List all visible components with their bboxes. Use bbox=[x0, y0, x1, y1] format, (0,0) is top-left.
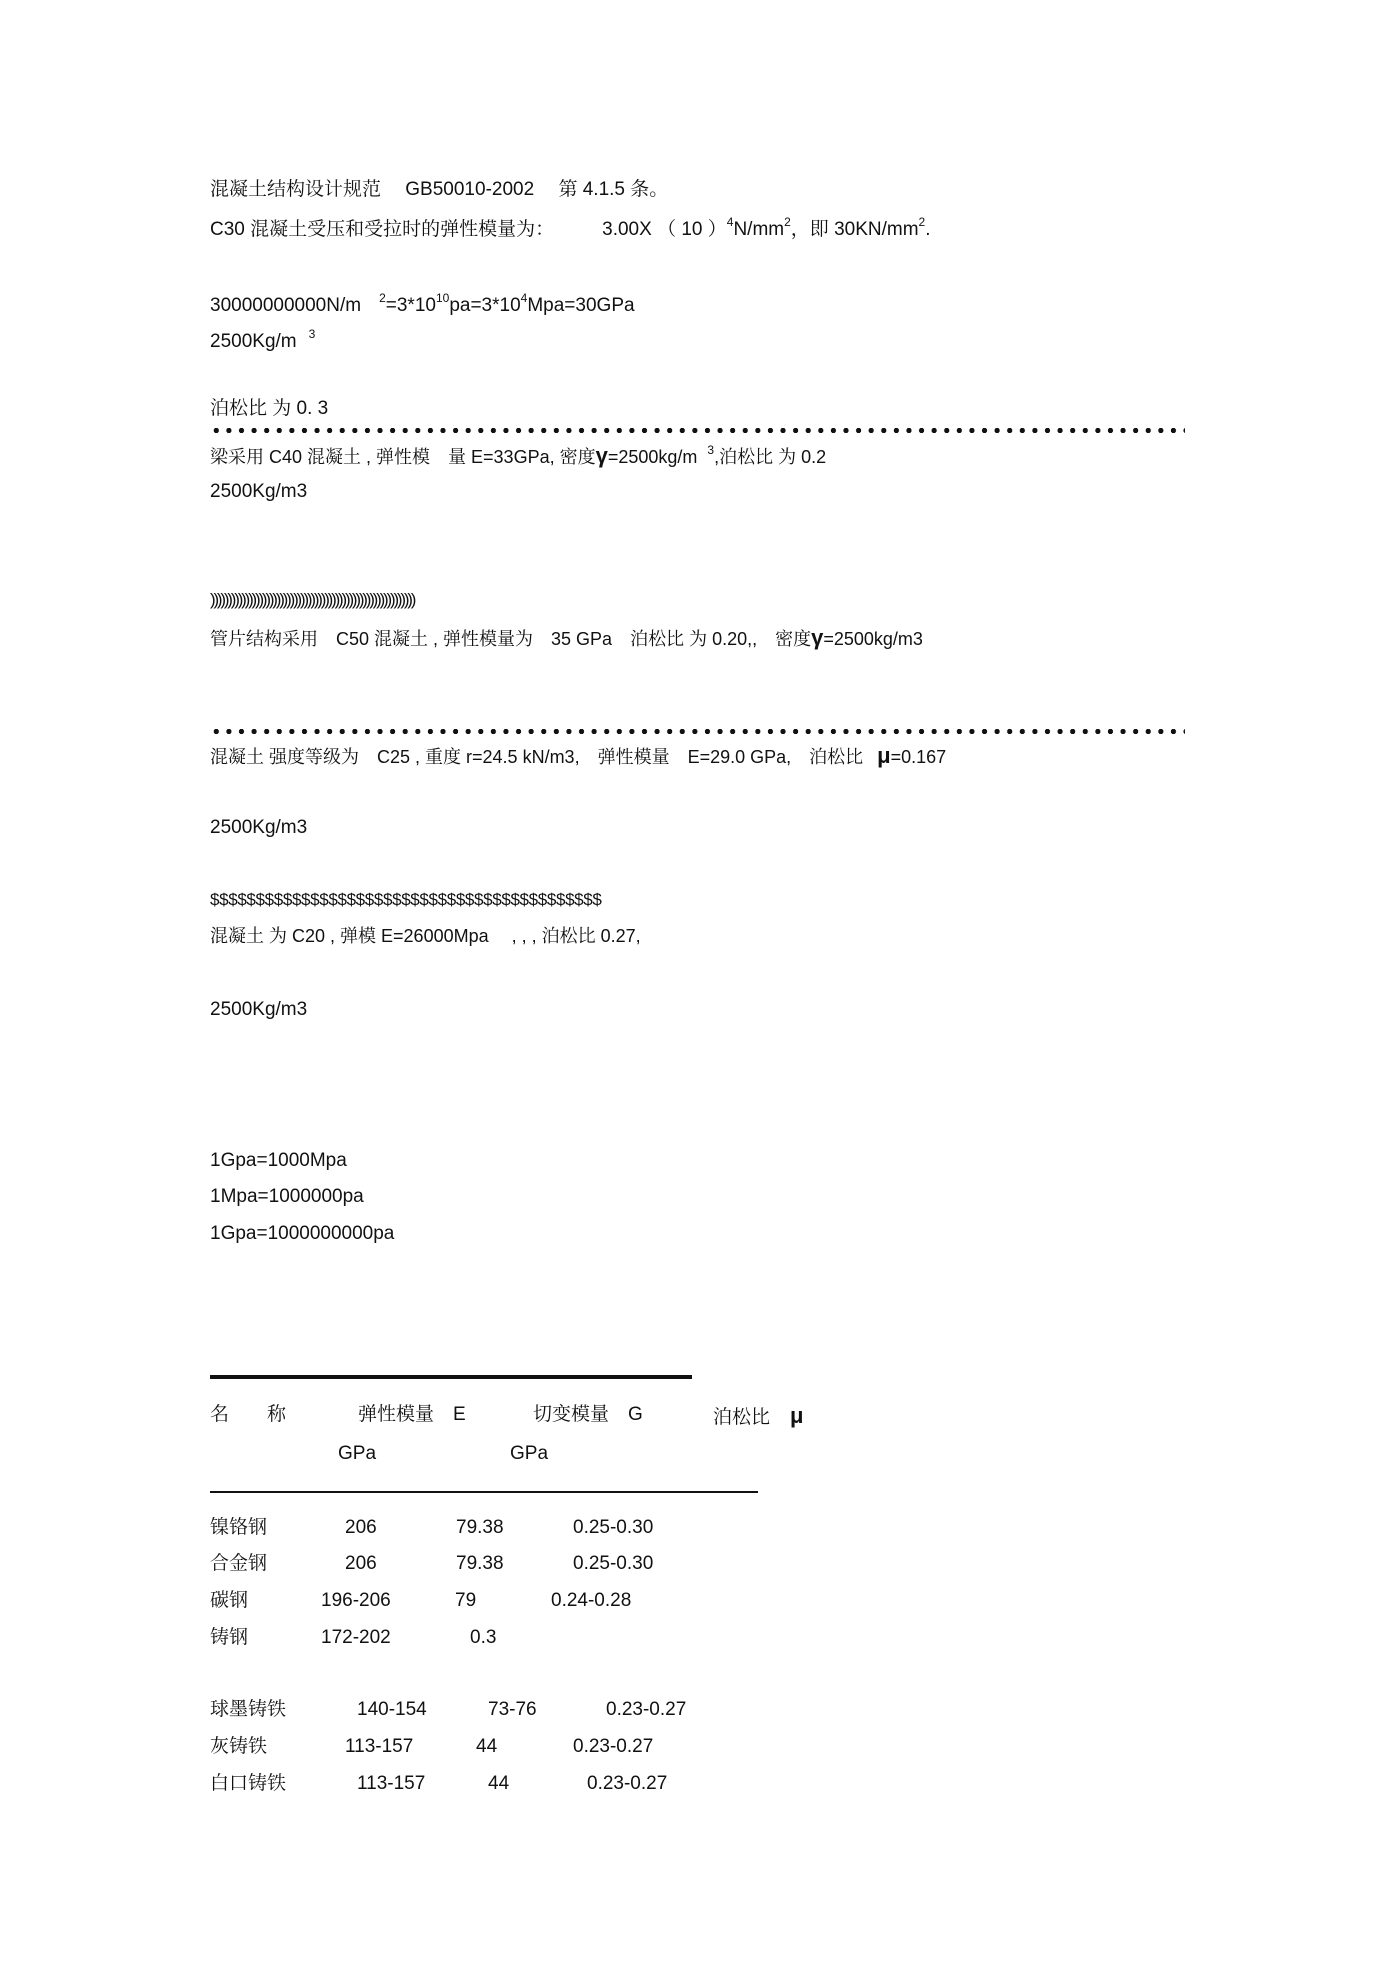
c50-density: =2500kg/m3 bbox=[823, 629, 923, 649]
row-modulus: 113-157 bbox=[345, 1736, 414, 1757]
density-value: 2500Kg/m bbox=[210, 331, 297, 352]
table-header-name: 名 称 bbox=[210, 1404, 287, 1425]
c40-density: =2500kg/m bbox=[607, 447, 698, 467]
mu-symbol: μ bbox=[790, 1403, 804, 1428]
parenthesis-separator: ))))))))))))))))))))))))))))))))))))))))))))))))))))))))))) bbox=[210, 590, 415, 609]
gamma-symbol: γ bbox=[811, 625, 824, 650]
conv-pa: =3*10 bbox=[385, 295, 436, 316]
c30-exp: 4 bbox=[726, 215, 734, 229]
c40-poisson: ,泊松比 为 0.2 bbox=[714, 447, 827, 467]
table-header-modulus-unit: GPa bbox=[338, 1443, 377, 1464]
row-shear: 44 bbox=[488, 1773, 510, 1794]
c30-label: C30 混凝土受压和受拉时的弹性模量为： bbox=[210, 219, 555, 240]
density-line-4: 2500Kg/m3 bbox=[210, 999, 308, 1020]
c30-unit: N/mm bbox=[733, 219, 785, 240]
row-poisson: 0.25-0.30 bbox=[573, 1517, 654, 1538]
poisson-label: 泊松比 bbox=[713, 1407, 771, 1428]
row-name: 白口铸铁 bbox=[210, 1773, 287, 1794]
row-poisson: 0.23-0.27 bbox=[606, 1699, 687, 1720]
c30-equiv: ，即 30KN/mm bbox=[790, 219, 919, 240]
c30-modulus-line bbox=[210, 216, 931, 239]
conv-n: 30000000000N/m bbox=[210, 295, 362, 316]
conversion-mpa-pa: 1Mpa=1000000pa bbox=[210, 1186, 364, 1207]
row-name: 灰铸铁 bbox=[210, 1736, 268, 1757]
c40-density-exp: 3 bbox=[707, 443, 715, 457]
row-shear: 79 bbox=[455, 1590, 477, 1611]
table-header-shear: 切变模量 G bbox=[533, 1404, 643, 1425]
row-shear: 44 bbox=[476, 1736, 498, 1757]
row-name: 球墨铸铁 bbox=[210, 1699, 287, 1720]
c30-equiv-exp: 2 bbox=[918, 215, 926, 229]
c50-segment-line bbox=[210, 627, 923, 649]
density-line-1 bbox=[210, 328, 315, 351]
row-poisson: 0.24-0.28 bbox=[551, 1590, 632, 1611]
row-modulus: 206 bbox=[345, 1517, 377, 1538]
table-header-rule bbox=[210, 1491, 758, 1493]
density-line-3: 2500Kg/m3 bbox=[210, 817, 308, 838]
row-poisson: 0.23-0.27 bbox=[573, 1736, 654, 1757]
row-poisson: 0.25-0.30 bbox=[573, 1553, 654, 1574]
conversion-gpa-mpa: 1Gpa=1000Mpa bbox=[210, 1150, 347, 1171]
row-poisson: 0.3 bbox=[470, 1627, 497, 1648]
row-name: 铸钢 bbox=[210, 1627, 249, 1648]
density-exp: 3 bbox=[308, 327, 316, 341]
row-modulus: 196-206 bbox=[321, 1590, 391, 1611]
row-name: 合金钢 bbox=[210, 1553, 268, 1574]
conversion-gpa-pa: 1Gpa=1000000000pa bbox=[210, 1223, 395, 1244]
row-shear: 79.38 bbox=[456, 1517, 504, 1538]
c25-poisson: =0.167 bbox=[890, 747, 947, 767]
c30-end: . bbox=[925, 219, 931, 240]
row-shear: 73-76 bbox=[488, 1699, 537, 1720]
spec-reference: 混凝土结构设计规范 GB50010-2002 第 4.1.5 条。 bbox=[210, 179, 669, 200]
row-name: 镍铬钢 bbox=[210, 1517, 268, 1538]
table-header-poisson bbox=[713, 1405, 803, 1427]
density-line-2: 2500Kg/m3 bbox=[210, 481, 308, 502]
c50-text: 管片结构采用 C50 混凝土 , 弹性模量为 35 GPa 泊松比 为 0.20,, 密度 bbox=[210, 629, 812, 649]
conv-pa-exp: 10 bbox=[435, 291, 450, 305]
mu-symbol: μ bbox=[877, 743, 891, 768]
row-shear: 79.38 bbox=[456, 1553, 504, 1574]
conv-mpa-exp: 4 bbox=[520, 291, 528, 305]
c25-line bbox=[210, 745, 946, 767]
table-top-rule bbox=[210, 1375, 692, 1379]
dotted-separator bbox=[210, 729, 1185, 734]
unit-conversion-line bbox=[210, 292, 635, 315]
table-header-modulus: 弹性模量 E bbox=[358, 1404, 466, 1425]
row-name: 碳钢 bbox=[210, 1590, 249, 1611]
c30-unit-exp: 2 bbox=[784, 215, 791, 229]
row-modulus: 113-157 bbox=[357, 1773, 426, 1794]
conv-gpa: Mpa=30GPa bbox=[527, 295, 635, 316]
c30-value: 3.00X （ 10 ） bbox=[602, 219, 727, 240]
row-modulus: 172-202 bbox=[321, 1627, 391, 1648]
c40-text: 梁采用 C40 混凝土 , 弹性模 量 E=33GPa, 密度 bbox=[210, 447, 596, 467]
c40-beam-line bbox=[210, 444, 826, 467]
row-poisson: 0.23-0.27 bbox=[587, 1773, 668, 1794]
row-modulus: 140-154 bbox=[357, 1699, 427, 1720]
table-header-shear-unit: GPa bbox=[510, 1443, 549, 1464]
c25-text: 混凝土 强度等级为 C25 , 重度 r=24.5 kN/m3, 弹性模量 E=29.0 GPa, 泊松比 bbox=[210, 747, 864, 767]
conv-n-exp: 2 bbox=[379, 291, 386, 305]
row-modulus: 206 bbox=[345, 1553, 377, 1574]
dollar-separator: $$$$$$$$$$$$$$$$$$$$$$$$$$$$$$$$$$$$$$$$$$$ bbox=[210, 890, 602, 909]
conv-mpa: pa=3*10 bbox=[449, 295, 521, 316]
poisson-line-1: 泊松比 为 0. 3 bbox=[210, 398, 329, 419]
gamma-symbol: γ bbox=[595, 443, 608, 468]
c20-line: 混凝土 为 C20 , 弹模 E=26000Mpa , , , 泊松比 0.27, bbox=[210, 926, 641, 946]
dotted-separator bbox=[210, 428, 1185, 433]
